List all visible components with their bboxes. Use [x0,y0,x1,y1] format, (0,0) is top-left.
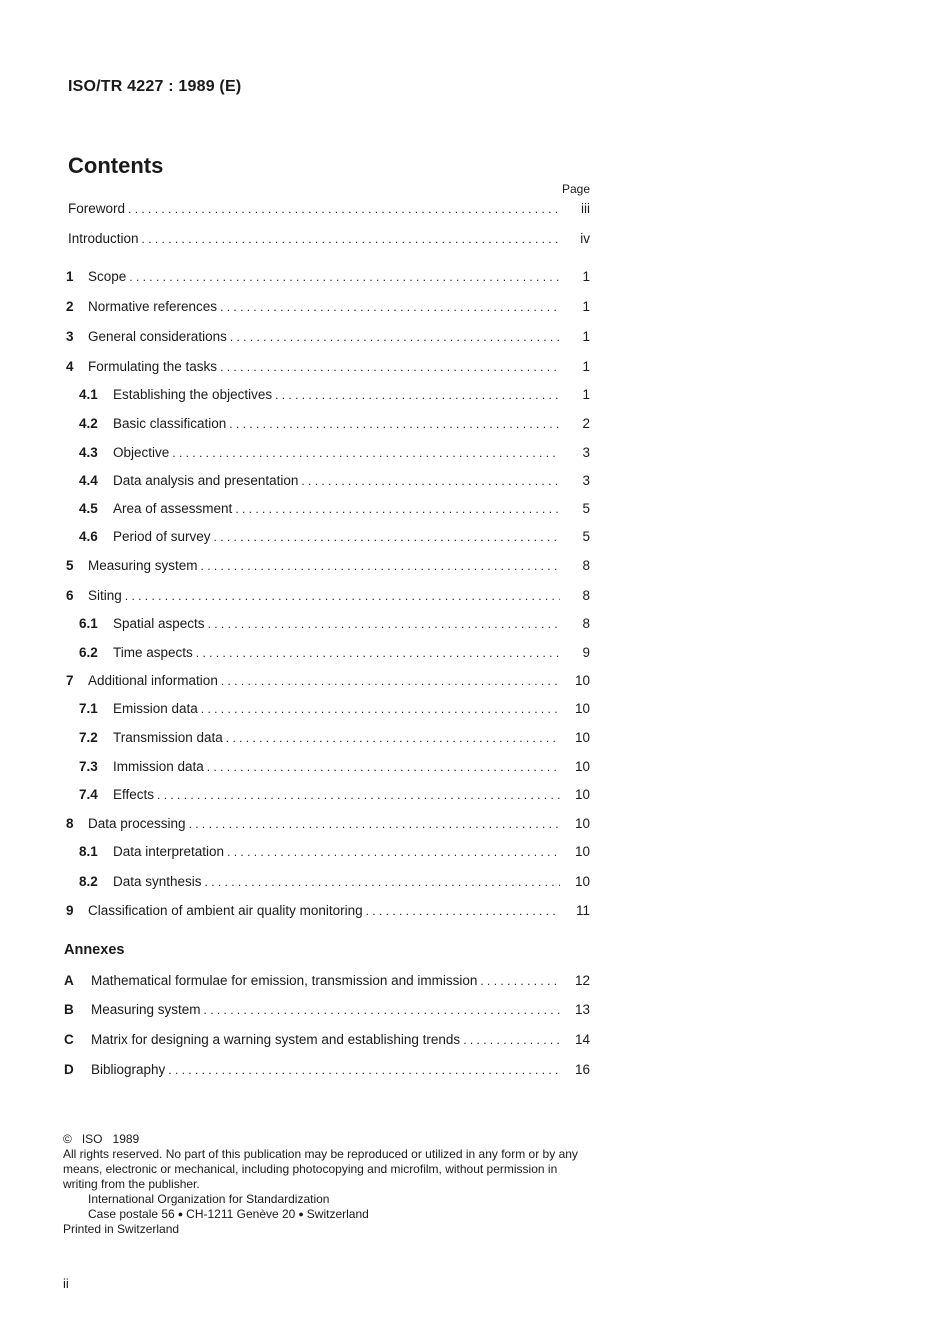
entry-label: Establishing the objectives [113,387,273,402]
entry-number: 1 [66,269,74,284]
copyright-line: © ISO 1989 [63,1132,140,1146]
annex-entry [64,973,590,989]
entry-page: 8 [582,616,590,631]
entry-number: 6.2 [79,645,98,660]
entry-number: D [64,1062,74,1077]
entry-number: 7.1 [79,701,98,716]
dot-leader [229,416,560,432]
dot-leader [201,701,560,717]
entry-label: Siting [88,588,122,603]
entry-number: 4.2 [79,416,98,431]
dot-leader [201,558,560,574]
dot-leader [204,1002,560,1018]
entry-label: Measuring system [88,558,198,573]
entry-number: 4.1 [79,387,98,402]
dot-leader [220,359,560,375]
entry-page: 5 [582,501,590,516]
dot-leader [463,1032,560,1048]
toc-entry [66,816,590,832]
toc-entry [66,558,590,574]
entry-label: Period of survey [113,529,211,544]
entry-label: Objective [113,445,170,460]
organization-address [63,1207,588,1222]
entry-page: 1 [582,329,590,344]
entry-page: 10 [574,787,590,802]
annex-entry [64,1062,590,1078]
dot-leader [142,231,560,247]
entry-page: 10 [574,759,590,774]
entry-label: Data processing [88,816,186,831]
rights-statement: All rights reserved. No part of this publication may be reproduced or utilized in any form or by any means, electronic or mechanical, including photocopying and microfilm, without permission in writing from the publisher. [63,1147,578,1191]
entry-label: Effects [113,787,155,802]
entry-number: 7.4 [79,787,98,802]
entry-number: 7.2 [79,730,98,745]
dot-leader [172,445,560,461]
dot-leader [226,730,560,746]
entry-page: 10 [574,874,590,889]
dot-leader [214,529,560,545]
toc-entry [79,473,590,489]
dot-leader [230,329,560,345]
entry-page: 10 [574,844,590,859]
dot-leader [196,645,560,661]
page-number: ii [63,1276,69,1291]
address-postbox: Case postale 56 [88,1207,175,1221]
entry-page: 2 [582,416,590,431]
bullet-separator-icon: ● [298,1209,304,1220]
entry-label: Data interpretation [113,844,225,859]
toc-entry [66,588,590,604]
entry-number: C [64,1032,74,1047]
entry-label: Immission data [113,759,204,774]
entry-number: 4.5 [79,501,98,516]
entry-page: 11 [575,903,590,918]
dot-leader [208,616,560,632]
entry-page: iii [581,201,590,216]
entry-label: General considerations [88,329,227,344]
entry-page: 16 [574,1062,590,1077]
entry-page: 1 [582,359,590,374]
entry-page: 8 [582,588,590,603]
entry-label: Bibliography [91,1062,166,1077]
entry-number: B [64,1002,74,1017]
dot-leader [480,973,560,989]
entry-label: Data synthesis [113,874,202,889]
entry-number: 4.3 [79,445,98,460]
toc-entry [66,673,590,689]
contents-title: Contents [68,153,164,178]
entry-page: 10 [574,701,590,716]
document-identifier: ISO/TR 4227 : 1989 (E) [68,78,242,95]
entry-label: Formulating the tasks [88,359,218,374]
entry-label: Additional information [88,673,218,688]
dot-leader [207,759,560,775]
entry-number: 5 [66,558,74,573]
entry-number: 9 [66,903,74,918]
entry-label: Basic classification [113,416,227,431]
dot-leader [205,874,560,890]
entry-page: 1 [582,269,590,284]
entry-page: 3 [582,445,590,460]
bullet-separator-icon: ● [177,1209,184,1220]
entry-number: 7.3 [79,759,98,774]
entry-page: 14 [574,1032,590,1047]
entry-label: Matrix for designing a warning system and establishing trends [91,1032,461,1047]
toc-entry [66,269,590,285]
toc-entry [66,329,590,345]
entry-page: 1 [582,299,590,314]
toc-entry [79,529,590,545]
dot-leader [168,1062,560,1078]
toc-entry [66,299,590,315]
entry-label: Mathematical formulae for emission, transmission and immission [91,973,478,988]
entry-number: 4.4 [79,473,98,488]
entry-label: Scope [88,269,127,284]
entry-label: Spatial aspects [113,616,205,631]
entry-page: 1 [582,387,590,402]
annex-entry [64,1032,590,1048]
toc-entry [79,787,590,803]
toc-entry [79,701,590,717]
toc-entry [79,759,590,775]
organization-name: International Organization for Standardization [88,1192,330,1206]
entry-label: Data analysis and presentation [113,473,299,488]
toc-entry [79,445,590,461]
entry-label: Foreword [68,201,126,216]
entry-page: 3 [582,473,590,488]
printed-in: Printed in Switzerland [63,1222,180,1237]
copyright-notice [63,1132,588,1237]
address-country: Switzerland [306,1207,369,1221]
toc-entry [79,416,590,432]
entry-label: Transmission data [113,730,223,745]
toc-entry [79,844,590,860]
toc-entry [66,903,590,919]
dot-leader [220,299,560,315]
toc-entry [68,201,590,217]
entry-label: Time aspects [113,645,193,660]
dot-leader [189,816,560,832]
dot-leader [221,673,560,689]
entry-number: 8.1 [79,844,98,859]
entry-page: 8 [582,558,590,573]
entry-label: Normative references [88,299,218,314]
dot-leader [275,387,560,403]
dot-leader [301,473,560,489]
dot-leader [227,844,560,860]
entry-label: Measuring system [91,1002,201,1017]
toc-entry [79,730,590,746]
toc-entry [79,645,590,661]
toc-entry [79,501,590,517]
page-column-label: Page [561,182,590,196]
toc-entry [79,874,590,890]
entry-number: 7 [66,673,74,688]
toc-entry [68,231,590,247]
dot-leader [235,501,560,517]
annex-entry [64,1002,590,1018]
entry-page: 5 [582,529,590,544]
toc-entry [79,387,590,403]
entry-number: 6 [66,588,74,603]
entry-page: iv [580,231,590,246]
entry-label: Emission data [113,701,198,716]
entry-page: 12 [574,973,590,988]
toc-entry [66,359,590,375]
entry-page: 10 [574,730,590,745]
entry-page: 10 [574,816,590,831]
entry-label: Introduction [68,231,139,246]
entry-number: 8.2 [79,874,98,889]
entry-number: 6.1 [79,616,98,631]
entry-label: Classification of ambient air quality monitoring [88,903,363,918]
entry-number: 3 [66,329,74,344]
entry-number: 2 [66,299,74,314]
dot-leader [125,588,560,604]
dot-leader [157,787,560,803]
dot-leader [128,201,560,217]
entry-number: 8 [66,816,74,831]
entry-page: 10 [574,673,590,688]
entry-page: 9 [582,645,590,660]
dot-leader [129,269,560,285]
entry-page: 13 [574,1002,590,1017]
dot-leader [366,903,560,919]
entry-number: 4.6 [79,529,98,544]
toc-entry [79,616,590,632]
address-city: CH-1211 Genève 20 [186,1207,296,1221]
entry-number: A [64,973,74,988]
entry-label: Area of assessment [113,501,233,516]
entry-number: 4 [66,359,74,374]
annexes-heading: Annexes [64,942,125,958]
